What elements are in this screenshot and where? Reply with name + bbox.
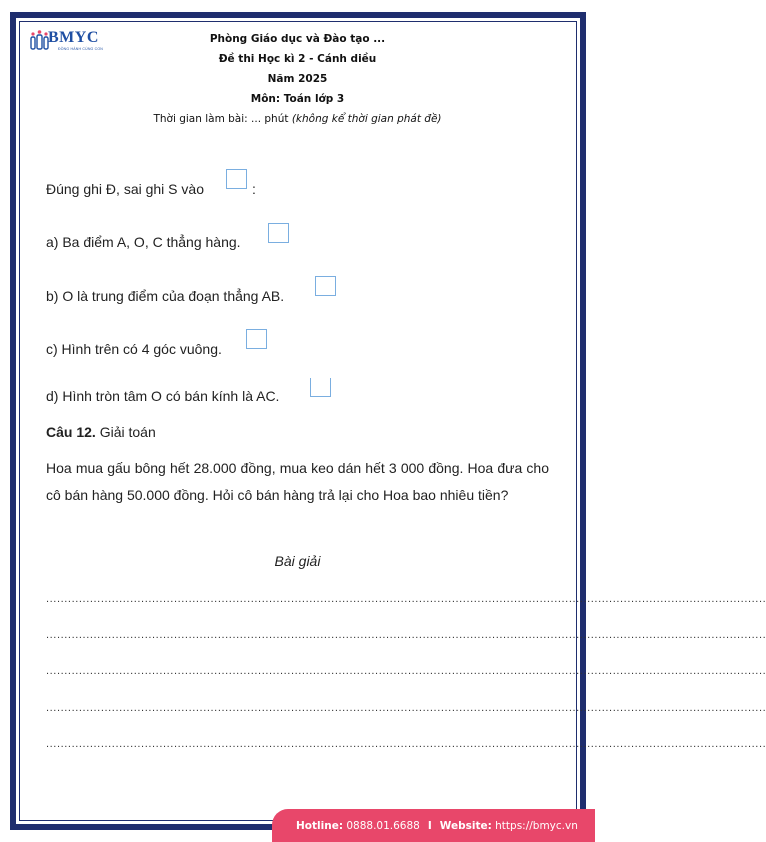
instruction-label: Đúng ghi Đ, sai ghi S vào: [46, 181, 204, 197]
hotline-number[interactable]: 0888.01.6688: [346, 819, 420, 832]
logo-tagline: ĐỒNG HÀNH CÙNG CON: [58, 47, 104, 51]
answer-line[interactable]: .....................................................................................................................................................................................................: [46, 629, 766, 641]
answer-box-c[interactable]: [246, 329, 267, 349]
solution-heading: Bài giải: [274, 553, 321, 569]
question-12-heading: [46, 424, 156, 440]
website-label: Website:: [439, 819, 492, 832]
question-12-title: Giải toán: [99, 424, 156, 440]
logo-brand: BMYC: [48, 29, 99, 46]
time-note: (không kể thời gian phát đề): [291, 113, 442, 125]
header-year: Năm 2025: [267, 73, 328, 85]
question-12-problem: Hoa mua gấu bông hết 28.000 đồng, mua keo dán hết 3 000 đồng. Hoa đưa cho cô bán hàng 50.000 đồng. Hỏi cô bán hàng trả lại cho Hoa bao nhiêu tiền?: [46, 460, 549, 503]
answer-box-a[interactable]: [268, 223, 289, 243]
answer-box-b[interactable]: [315, 276, 336, 296]
instruction-text: [46, 181, 204, 197]
answer-line[interactable]: .....................................................................................................................................................................................................: [46, 702, 766, 714]
footer-separator: I: [427, 819, 432, 832]
footer-contact-bar: [272, 809, 595, 842]
statement-c: c) Hình trên có 4 góc vuông.: [46, 341, 222, 357]
header-department: Phòng Giáo dục và Đào tạo ...: [209, 33, 386, 45]
exam-header: [0, 29, 595, 129]
hotline-label: Hotline:: [296, 819, 344, 832]
statement-b: b) O là trung điểm của đoạn thẳng AB.: [46, 288, 285, 304]
website-link[interactable]: https://bmyc.vn: [495, 819, 578, 832]
instruction-colon: :: [252, 181, 256, 197]
answer-box-example: [226, 169, 247, 189]
time-prefix: Thời gian làm bài: ... phút: [153, 113, 292, 125]
answer-line[interactable]: .....................................................................................................................................................................................................: [46, 593, 766, 605]
header-exam-title: Đề thi Học kì 2 - Cánh diều: [218, 53, 377, 65]
answer-line[interactable]: .....................................................................................................................................................................................................: [46, 738, 766, 750]
statement-d: d) Hình tròn tâm O có bán kính là AC.: [46, 388, 280, 404]
page-border-inner: [19, 21, 766, 821]
header-time: [0, 109, 595, 129]
header-subject: Môn: Toán lớp 3: [250, 93, 345, 105]
statement-a: a) Ba điểm A, O, C thẳng hàng.: [46, 234, 241, 250]
answer-line[interactable]: .....................................................................................................................................................................................................: [46, 665, 766, 677]
answer-box-d[interactable]: [310, 378, 331, 397]
question-12-label: Câu 12.: [46, 424, 96, 440]
